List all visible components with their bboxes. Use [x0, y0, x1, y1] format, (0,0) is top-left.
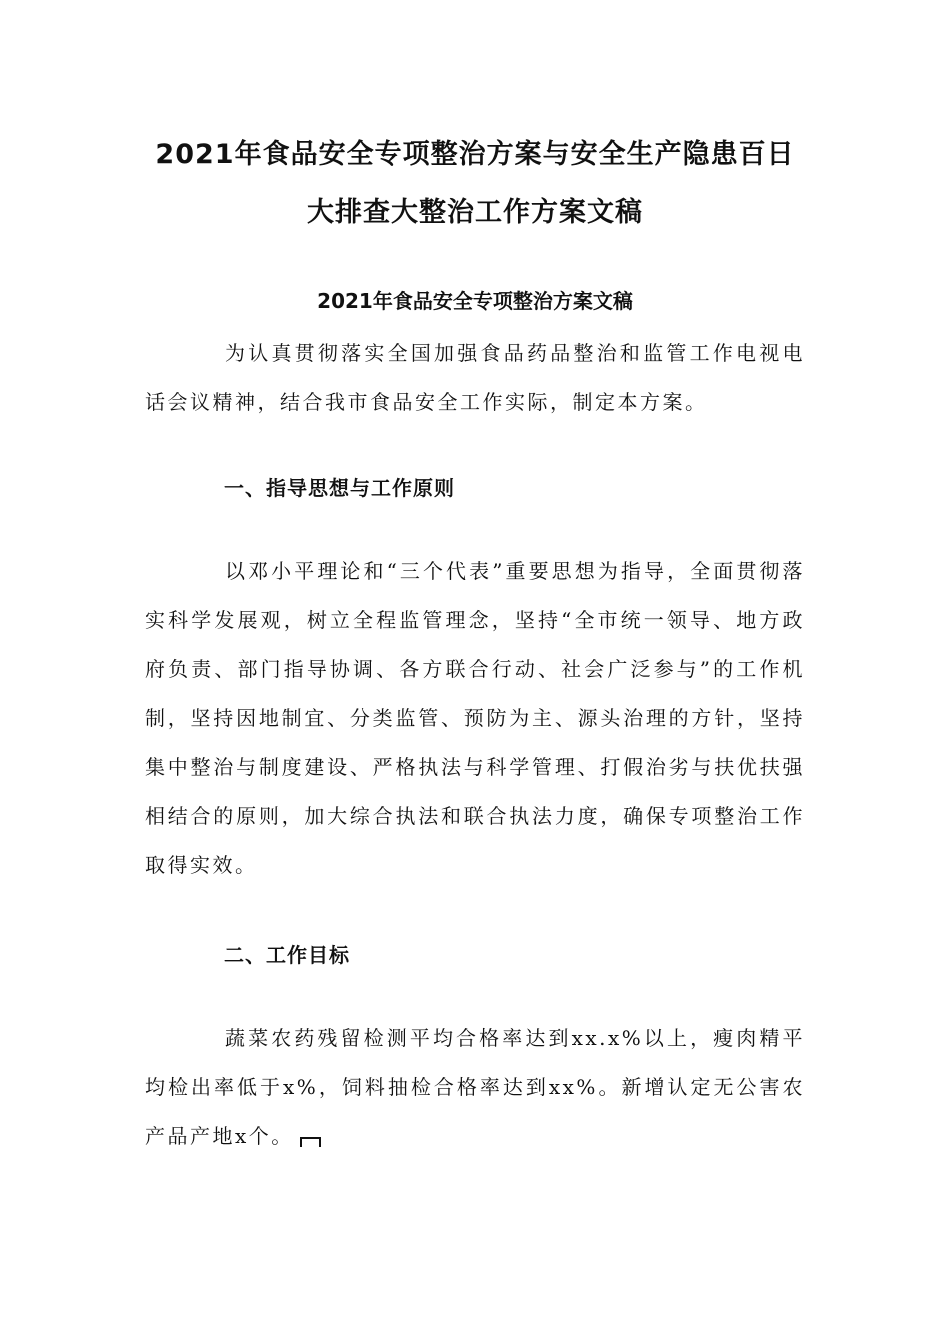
section-2-heading: 二、工作目标	[224, 943, 350, 967]
section-subtitle: 2021年食品安全专项整治方案文稿	[317, 289, 633, 313]
document-title-line-1: 2021年食品安全专项整治方案与安全生产隐患百日	[155, 139, 795, 170]
section-1-paragraph: 以邓小平理论和“三个代表”重要思想为指导，全面贯彻落实科学发展观，树立全程监管理念，坚持“全市统一领导、地方政府负责、部门指导协调、各方联合行动、社会广泛参与”的工作机制，坚持因地制宜、分类监管、预防为主、源头治理的方针，坚持集中整治与制度建设、严格执法与科学管理、打假治劣与扶优扶强相结合的原则，加大综合执法和联合执法力度，确保专项整治工作取得实效。	[145, 559, 805, 877]
section-1-heading: 一、指导思想与工作原则	[224, 476, 455, 500]
document-title	[120, 126, 830, 242]
text-cursor-mark-icon	[300, 1137, 321, 1147]
section-2-paragraph	[145, 1014, 805, 1161]
section-2-text: 蔬菜农药残留检测平均合格率达到xx.x%以上，瘦肉精平均检出率低于x%，饲料抽检合格率达到xx%。新增认定无公害农产品产地x个。	[145, 1026, 805, 1148]
intro-paragraph: 为认真贯彻落实全国加强食品药品整治和监管工作电视电话会议精神，结合我市食品安全工作实际，制定本方案。	[145, 341, 805, 414]
document-title-line-2: 大排查大整治工作方案文稿	[307, 197, 643, 228]
